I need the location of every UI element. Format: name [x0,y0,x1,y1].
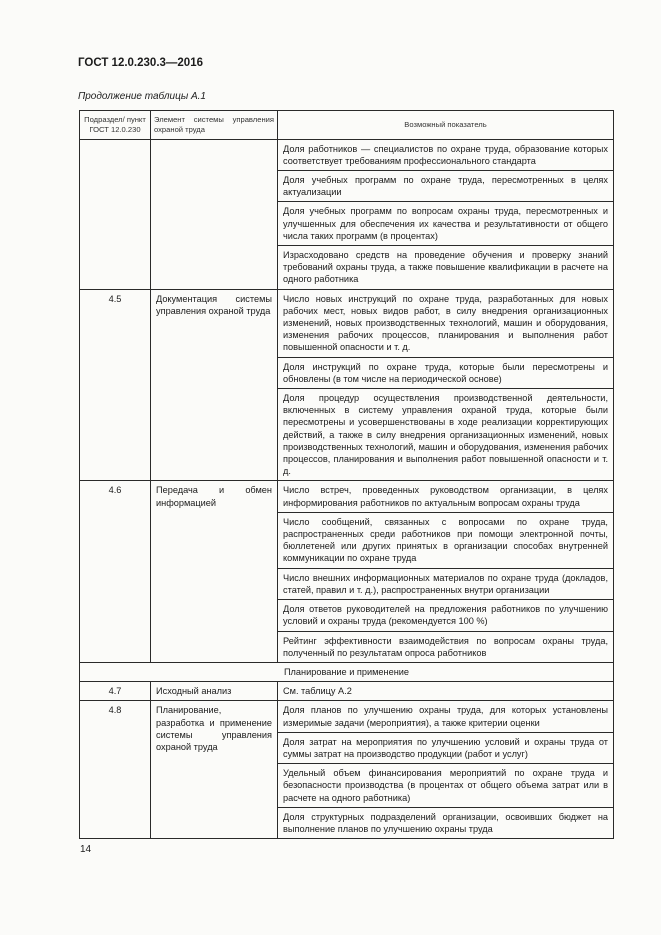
element-name-cell: Документация системы управления охраной труда [151,289,278,481]
indicator-cell: Число новых инструкций по охране труда, разработанных для новых рабочих мест, новых видов работ, в силу внедрения организационных изменений, новых производственных технологий, машин и оборудования, изменения рабочих процессов, планирования и выполнения работ повышенной опасности и т. д. [278,289,614,357]
element-name-cell: Планирование, разработка и применение системы управления охраной труда [151,701,278,839]
table-row [80,701,614,732]
document-header: ГОСТ 12.0.230.3—2016 [78,57,203,69]
table-row [80,289,614,357]
indicator-cell: Доля учебных программ по охране труда, пересмотренных в целях актуализации [278,171,614,202]
table-row [80,139,614,170]
section-number-cell: 4.8 [80,701,151,839]
indicator-cell: Доля планов по улучшению охраны труда, для которых установлены измеримые задачи (мероприятия), а также критерии оценки [278,701,614,732]
table-body [80,139,614,839]
section-number-cell: 4.7 [80,682,151,701]
table-header-row [80,111,614,140]
indicator-cell: Доля структурных подразделений организации, освоивших бюджет на выполнение планов по улучшению охраны труда [278,807,614,838]
table-row [80,682,614,701]
indicator-cell: Доля учебных программ по вопросам охраны труда, пересмотренных и улучшенных для обеспечения их качества и результативности от общего числа таких программ (в процентах) [278,202,614,246]
column-header-indicator: Возможный показатель [278,111,614,140]
element-name-cell [151,139,278,289]
indicator-cell: Доля процедур осуществления производственной деятельности, включенных в систему управления охраной труда, которые были пересмотрены и усовершенствованы в ходе реализации корректирующих действий, а также в силу внедрения организационных изменений, новых производственных технологий, машин и оборудования, изменения рабочих процессов, планирования и выполнения работ повышенной опасности и т. д. [278,389,614,481]
indicator-cell: Удельный объем финансирования мероприятий по охране труда и безопасности производства (в процентах от общего объема затрат или в расчете на одного работника) [278,764,614,808]
table-continuation-caption: Продолжение таблицы А.1 [78,91,206,102]
element-name-cell: Исходный анализ [151,682,278,701]
column-header-section: Подраздел/ пункт ГОСТ 12.0.230 [80,111,151,140]
indicator-cell: Число сообщений, связанных с вопросами по охране труда, распространенных среди работников при помощи электронной почты, бюллетеней или других принятых в организации способах внутренней коммуникации по охране труда [278,512,614,568]
page-number: 14 [80,844,92,855]
section-number-cell: 4.5 [80,289,151,481]
indicator-cell: Доля затрат на мероприятия по улучшению условий и охраны труда от суммы затрат на производство продукции (работ и услуг) [278,732,614,763]
section-number-cell [80,139,151,289]
indicator-cell: Число встреч, проведенных руководством организации, в целях информирования работников по актуальным вопросам охраны труда [278,481,614,512]
element-name-cell: Передача и обмен информацией [151,481,278,662]
indicator-cell: См. таблицу А.2 [278,682,614,701]
indicator-cell: Израсходовано средств на проведение обучения и проверку знаний требований охраны труда, а также повышение квалификации в расчете на одного работника [278,246,614,290]
indicator-cell: Рейтинг эффективности взаимодействия по вопросам охраны труда, полученный по результатам опроса работников [278,631,614,662]
section-title-cell: Планирование и применение [80,662,614,681]
indicators-table [79,110,614,839]
section-number-cell: 4.6 [80,481,151,662]
section-title-row [80,662,614,681]
indicator-cell: Доля инструкций по охране труда, которые были пересмотрены и обновлены (в том числе на периодической основе) [278,357,614,388]
indicator-cell: Доля ответов руководителей на предложения работников по улучшению условий и охраны труда (рекомендуется 100 %) [278,600,614,631]
indicator-cell: Число внешних информационных материалов по охране труда (докладов, статей, правил и т. д.), распространенных внутри организации [278,568,614,599]
table-row [80,481,614,512]
column-header-element: Элемент системы управления охраной труда [151,111,278,140]
indicator-cell: Доля работников — специалистов по охране труда, образование которых соответствует требованиям профессионального стандарта [278,139,614,170]
